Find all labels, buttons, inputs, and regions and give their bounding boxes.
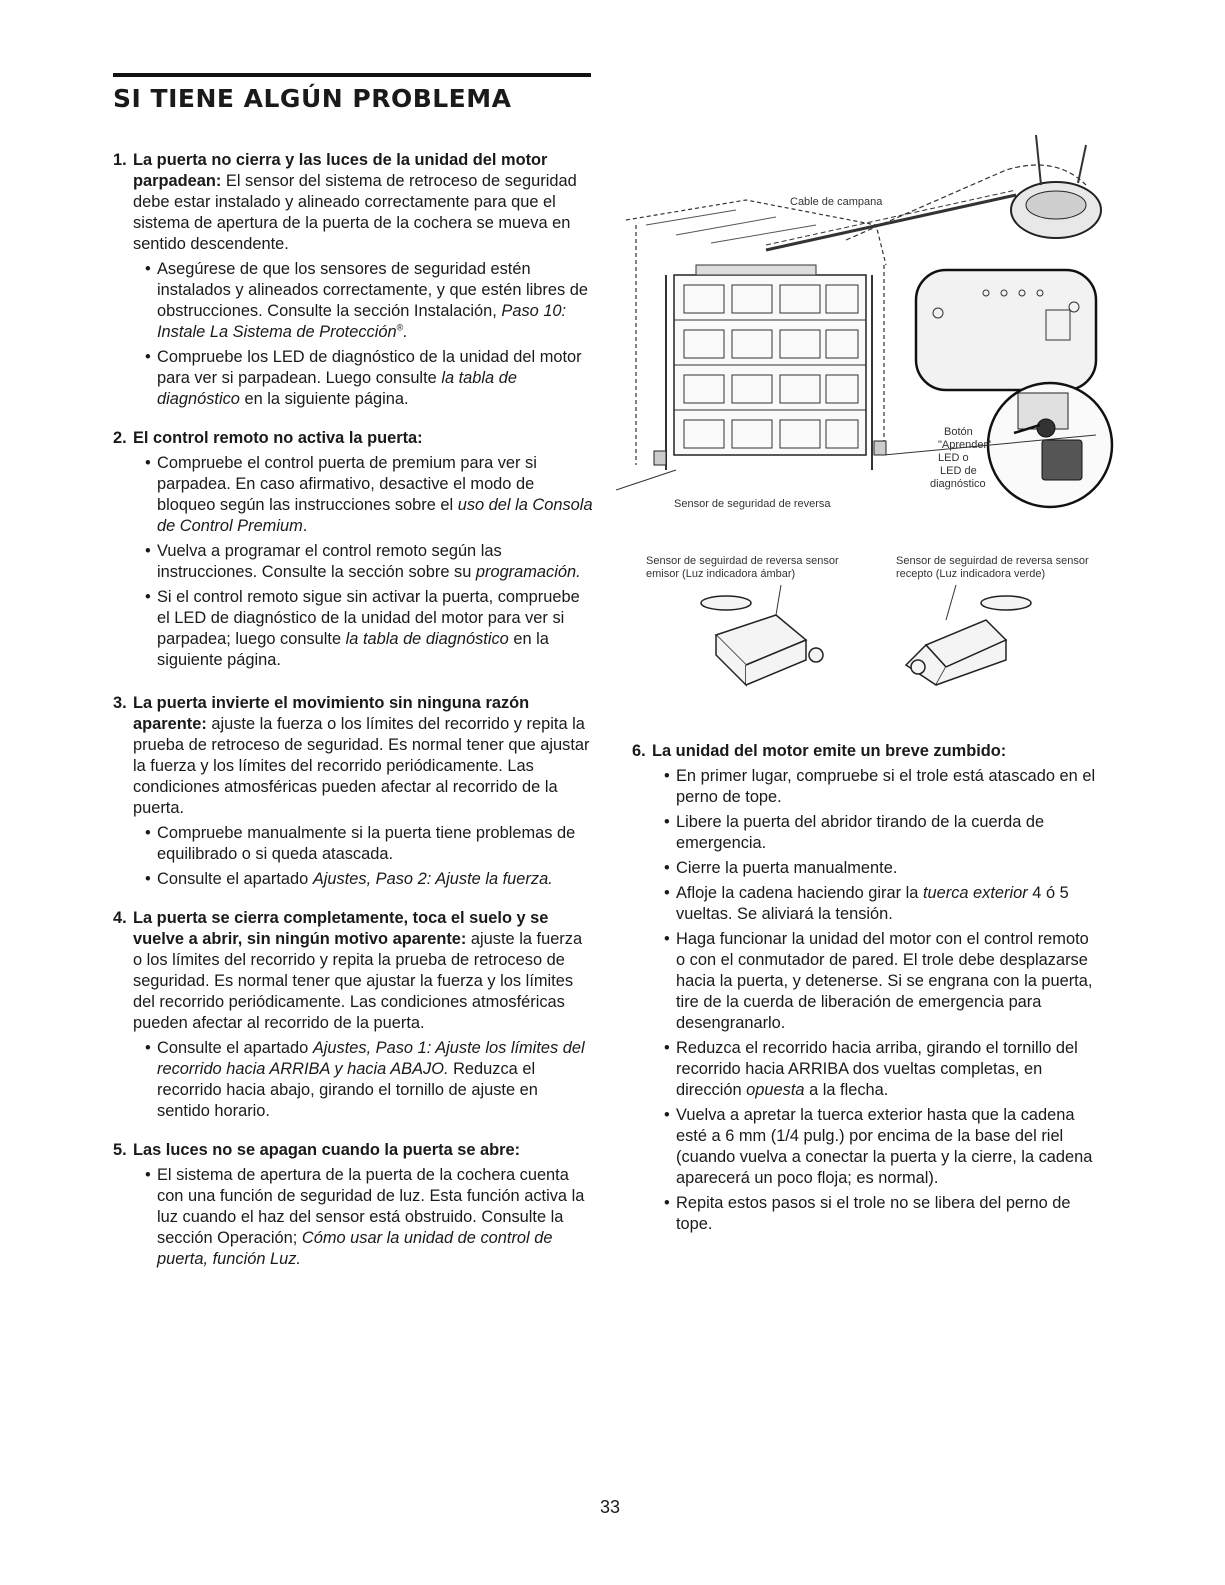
bullet-text: Si el control remoto sigue sin activar la puerta, compruebe el LED de diagnóstico de la unidad del motor para ver si parpadea; luego consulte [157, 588, 580, 648]
list-item [664, 883, 1102, 925]
section-3-text: ajuste la fuerza o los límites del recorrido y repita la prueba de retroceso de seguridad. Es normal tener que ajustar la fuerza y los límites del recorrido periódicamente. Las condiciones atmosféricas pueden afectar al recorrido de la puerta. [133, 715, 590, 817]
list-item [145, 259, 593, 343]
receiver-sensor [906, 596, 1031, 685]
torsion-spring [696, 265, 816, 275]
section-2-heading: El control remoto no activa la puerta: [133, 429, 423, 447]
list-item [145, 347, 593, 410]
list-item [145, 541, 593, 583]
list-item: • Vuelva a apretar la tuerca exterior hasta que la cadena esté a 6 mm (1/4 pulg.) por encima de la base del riel (cuando vuelva a conectar la puerta y la cierre, la cadena aparecerá un poco floja; es normal). [664, 1105, 1102, 1189]
bullet-italic: opuesta [746, 1081, 805, 1099]
page-number: 33 [599, 1497, 621, 1517]
led-label-line2: LED de [940, 465, 977, 477]
garage-door-diagram [616, 125, 1116, 565]
receiver-caption-line1: Sensor de seguirdad de reversa sensor [896, 555, 1089, 567]
section-6-bullets [652, 766, 1102, 1235]
motor-light-lens [1026, 191, 1086, 219]
list-item [145, 1038, 593, 1122]
sensor-illustrations [646, 555, 1106, 705]
section-1-text: El sensor del sistema de retroceso de seguridad debe estar instalado y alineado correctamente para que el sistema de apertura de la puerta de la cochera se mueva en sentido descendente. [133, 172, 577, 253]
list-item: • En primer lugar, compruebe si el trole está atascado en el perno de tope. [664, 766, 1102, 808]
motor-panel-closeup [916, 270, 1096, 390]
safety-sensor-left [654, 451, 666, 465]
bullet-text: Asegúrese de que los sensores de seguridad estén instalados y alineados correctamente, y que estén libres de obstrucciones. Consulte la sección Instalación, [157, 260, 588, 320]
left-column [113, 150, 593, 1274]
sensor-label: Sensor de seguridad de reversa [674, 498, 831, 510]
emitter-sensor [701, 596, 823, 685]
emitter-pointer [776, 585, 781, 615]
list-item: • Libere la puerta del abridor tirando de la cuerda de emergencia. [664, 812, 1102, 854]
bullet-italic: Ajustes, Paso 2: Ajuste la fuerza. [312, 870, 553, 888]
receiver-pointer [946, 585, 956, 620]
right-column [632, 741, 1102, 1239]
bullet-text: Vuelva a programar el control remoto según las instrucciones. Consulte la sección sobre su [157, 542, 502, 581]
section-3-bullets [133, 823, 593, 890]
bullet-end: . [403, 323, 408, 341]
section-5-heading: Las luces no se apagan cuando la puerta se abre: [133, 1141, 521, 1159]
section-3 [113, 693, 593, 890]
bullet-italic: programación [475, 563, 577, 581]
bullet-end: en la siguiente página. [157, 630, 549, 669]
ceiling-brackets [1036, 135, 1086, 185]
emitter-caption-line2: emisor (Luz indicadora ámbar) [646, 568, 796, 580]
bullet-italic: la tabla de diagnóstico [157, 369, 517, 408]
section-1-number: 1. [113, 151, 127, 169]
section-4-bullets [133, 1038, 593, 1122]
bullet-italic: uso del la Consola de Control Premium [157, 496, 593, 535]
section-6 [632, 741, 1102, 1235]
section-1 [113, 150, 593, 410]
button-label-line2: "Aprender" [938, 439, 992, 451]
registered-mark: ® [396, 322, 404, 333]
section-4-text: ajuste la fuerza o los límites del recorrido y repita la prueba de retroceso de seguridad. Es normal tener que ajustar la fuerza y los límites del recorrido periódicamente. Las condiciones atmosféricas pueden afectar al recorrido de la puerta. [133, 930, 583, 1032]
list-item: • Cierre la puerta manualmente. [664, 858, 1102, 879]
bullet-end: . [302, 517, 308, 535]
section-5 [113, 1140, 593, 1270]
section-3-paragraph [133, 693, 593, 819]
bullet-italic: Paso 10: Instale La Sistema de Protección [157, 302, 567, 341]
list-item [664, 1038, 1102, 1101]
list-item: • Repita estos pasos si el trole no se libera del perno de tope. [664, 1193, 1102, 1235]
section-5-bullets [133, 1165, 593, 1270]
bullet-text: Consulte el apartado [157, 870, 309, 888]
led-label-line3: diagnóstico [930, 478, 986, 490]
bullet-text: Compruebe el control puerta de premium para ver si parpadea. En caso afirmativo, desactive el modo de bloqueo según las instrucciones sobre el [157, 454, 537, 514]
bullet-text: El sistema de apertura de la puerta de la cochera cuenta con una función de seguridad de luz. Esta función activa la luz cuando el haz del sensor está obstruido. Consulte la sección Operación; [157, 1166, 585, 1247]
list-item: • Haga funcionar la unidad del motor con el control remoto o con el conmutador de pared. El trole debe desplazarse hacia la puerta, y detenerse. Si se engrana con la puerta, tire de la cuerda de liberación de emergencia para desengranarlo. [664, 929, 1102, 1034]
section-1-paragraph [133, 150, 593, 255]
bullet-end: . [576, 563, 581, 581]
list-item [145, 587, 593, 671]
bullet-text: Compruebe los LED de diagnóstico de la unidad del motor para ver si parpadean. Luego consulte [157, 348, 582, 387]
section-3-heading: La puerta invierte el movimiento sin ninguna razón aparente: [133, 694, 530, 733]
section-4 [113, 908, 593, 1122]
section-2 [113, 428, 593, 671]
list-item [145, 453, 593, 537]
section-3-number: 3. [113, 694, 127, 712]
cable-label: Cable de campana [790, 196, 883, 208]
bullet-text: Reduzca el recorrido hacia arriba, girando el tornillo del recorrido hacia ARRIBA dos vueltas completas, en dirección [676, 1039, 1078, 1099]
emitter-caption-line1: Sensor de seguirdad de reversa sensor [646, 555, 839, 567]
section-4-paragraph [133, 908, 593, 1034]
led-indicator [1037, 419, 1055, 437]
bullet-italic: Ajustes, Paso 1: Ajuste los límites del recorrido hacia ARRIBA y hacia ABAJO. [157, 1039, 585, 1078]
bullet-text: Consulte el apartado [157, 1039, 309, 1057]
section-5-number: 5. [113, 1141, 127, 1159]
section-2-bullets [133, 453, 593, 671]
bullet-end: en la siguiente página. [244, 390, 409, 408]
bullet-end: Reduzca el recorrido hacia abajo, girando el tornillo de ajuste en sentido horario. [157, 1060, 538, 1120]
bullet-italic: la tabla de diagnóstico [345, 630, 509, 648]
section-6-number: 6. [632, 742, 646, 760]
bullet-text: Compruebe manualmente si la puerta tiene problemas de equilibrado o si queda atascada. [157, 824, 576, 863]
list-item [145, 823, 593, 865]
bullet-end: a la flecha. [809, 1081, 889, 1099]
sensor-drawings [646, 555, 1106, 705]
section-1-heading: La puerta no cierra y las luces de la unidad del motor parpadean: [133, 151, 548, 190]
led-label-line1: LED o [938, 452, 969, 464]
section-4-number: 4. [113, 909, 127, 927]
button-label-line1: Botón [944, 426, 973, 438]
learn-button [1042, 440, 1082, 480]
list-item [145, 1165, 593, 1270]
section-2-number: 2. [113, 429, 127, 447]
safety-sensor-right [874, 441, 886, 455]
bullet-italic: Cómo usar la unidad de control de puerta, función Luz. [157, 1229, 553, 1268]
page-title: SI TIENE ALGÚN PROBLEMA [113, 84, 512, 113]
bullet-end: 4 ó 5 vueltas. Se aliviará la tensión. [676, 884, 1069, 923]
bullet-text: Afloje la cadena haciendo girar la [676, 884, 919, 902]
bullet-italic: tuerca exterior [922, 884, 1028, 902]
section-6-heading: La unidad del motor emite un breve zumbido: [652, 742, 1007, 760]
title-rule [113, 73, 591, 77]
list-item [145, 869, 593, 890]
rafters [646, 210, 816, 243]
section-1-bullets [133, 259, 593, 410]
receiver-caption-line2: recepto (Luz indicadora verde) [896, 568, 1046, 580]
section-4-heading: La puerta se cierra completamente, toca el suelo y se vuelve a abrir, sin ningún motivo aparente: [133, 909, 549, 948]
garage-door-illustration [616, 125, 1116, 565]
